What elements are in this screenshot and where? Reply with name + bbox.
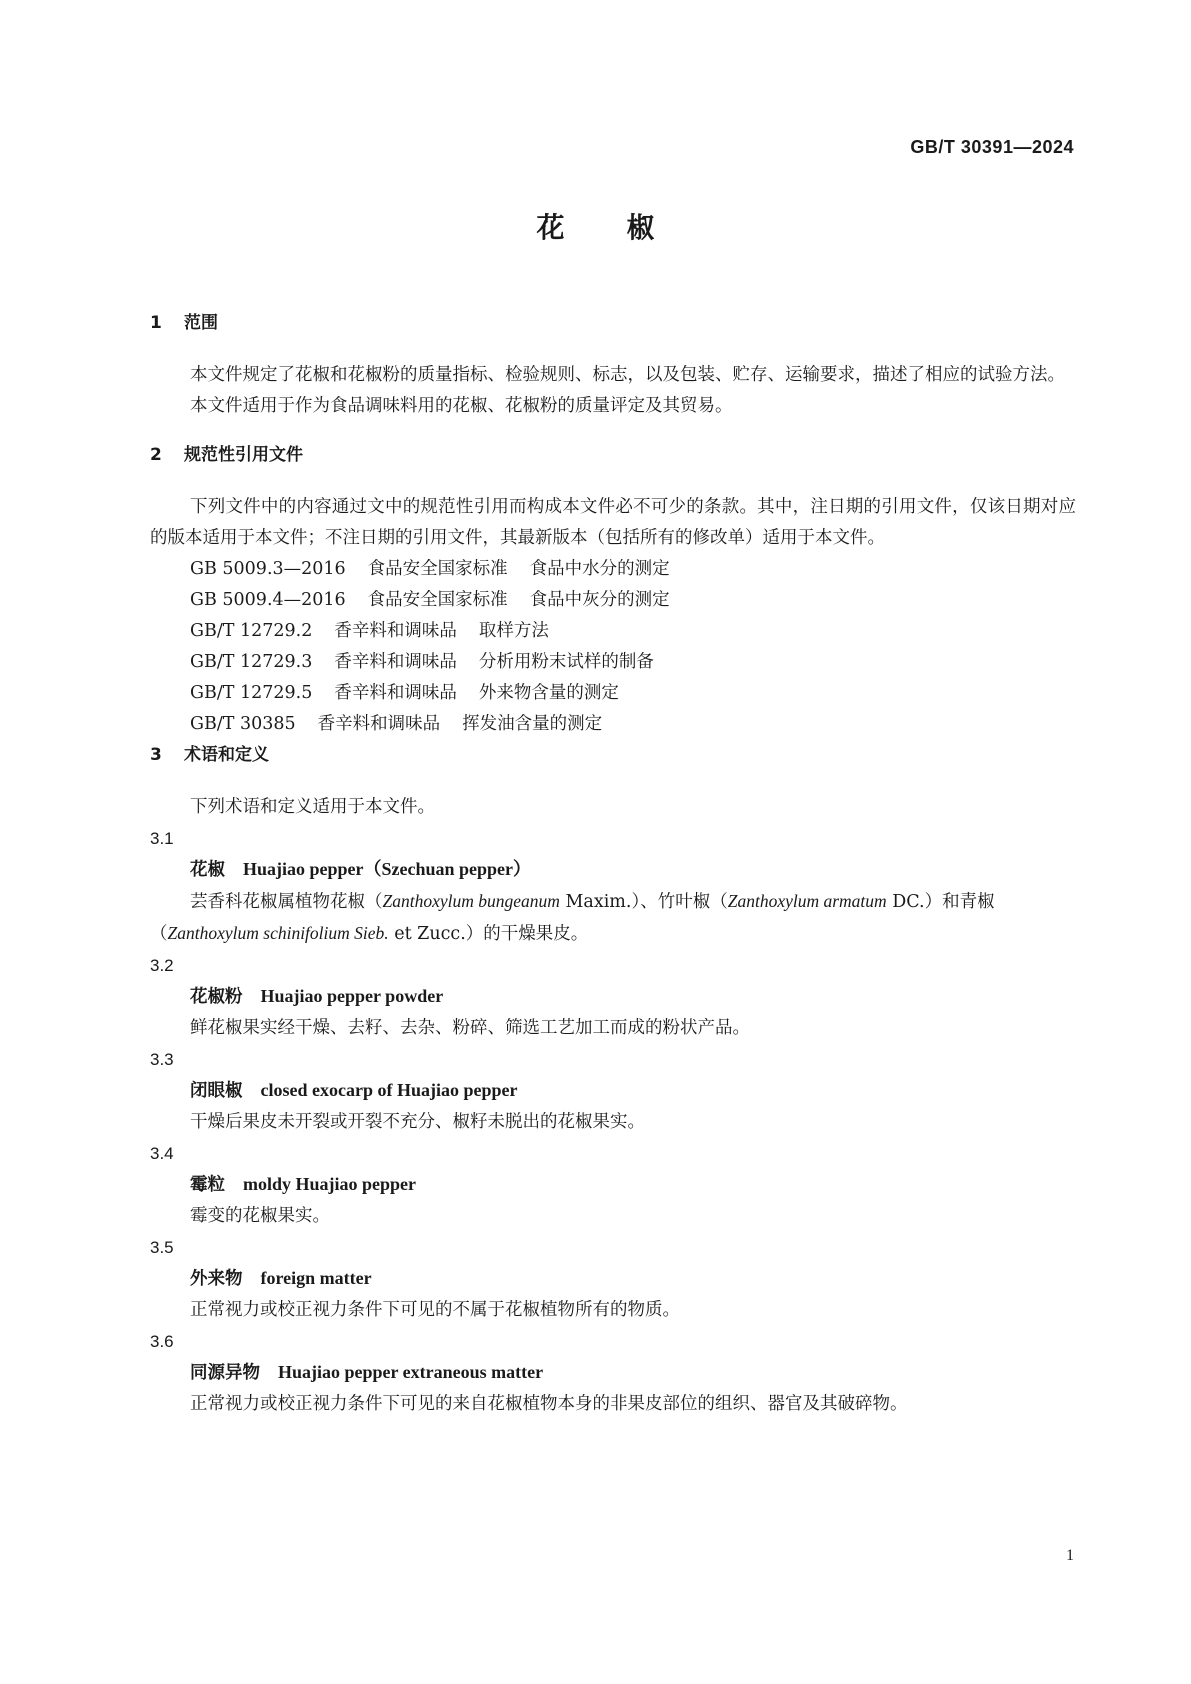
reference-list (150, 554, 1076, 740)
term-definition: 正常视力或校正视力条件下可见的不属于花椒植物所有的物质。 (190, 1300, 680, 1320)
term-definition: 正常视力或校正视力条件下可见的来自花椒植物本身的非果皮部位的组织、器官及其破碎物。 (190, 1394, 908, 1414)
term-title (150, 1263, 1076, 1295)
reference-subtitle: 挥发油含量的测定 (462, 714, 603, 734)
reference-code: GB/T 12729.5 (190, 683, 313, 703)
term-entry (150, 823, 1076, 950)
document-code: GB/T 30391—2024 (910, 137, 1074, 157)
page-number: 1 (1066, 1547, 1074, 1564)
section-number: 1 (150, 313, 162, 333)
term-english: moldy Huajiao pepper (243, 1174, 417, 1194)
document-body (150, 308, 1076, 1420)
reference-title: 食品安全国家标准 (367, 590, 508, 610)
reference-item (150, 554, 1076, 585)
reference-title: 香辛料和调味品 (334, 652, 457, 672)
term-entry (150, 1232, 1076, 1326)
reference-subtitle: 分析用粉末试样的制备 (478, 652, 654, 672)
term-entry (150, 950, 1076, 1044)
section-title: 范围 (184, 313, 218, 333)
term-title (150, 1169, 1076, 1201)
term-number: 3.2 (150, 956, 174, 975)
term-entry (150, 1138, 1076, 1232)
section-3-heading (150, 740, 1076, 770)
title-char-2: 椒 (626, 211, 655, 244)
section-title: 规范性引用文件 (184, 445, 303, 465)
term-number: 3.4 (150, 1144, 174, 1163)
title-char-1: 花 (536, 211, 565, 244)
reference-subtitle: 食品中灰分的测定 (529, 590, 670, 610)
latin-name: Zanthoxylum schinifolium Sieb. (167, 923, 389, 943)
term-entry (150, 1326, 1076, 1420)
term-english: Huajiao pepper powder (260, 986, 444, 1006)
term-number: 3.6 (150, 1332, 174, 1351)
term-english: Huajiao pepper extraneous matter (278, 1362, 544, 1382)
section-number: 3 (150, 745, 162, 765)
reference-item (150, 585, 1076, 616)
reference-code: GB/T 12729.2 (190, 621, 313, 641)
reference-title: 香辛料和调味品 (334, 683, 457, 703)
term-number: 3.5 (150, 1238, 174, 1257)
terms-intro: 下列术语和定义适用于本文件。 (190, 797, 435, 817)
section-title: 术语和定义 (184, 745, 269, 765)
term-chinese: 外来物 (190, 1269, 243, 1289)
reference-subtitle: 外来物含量的测定 (478, 683, 619, 703)
section-1-heading (150, 308, 1076, 338)
reference-title: 香辛料和调味品 (334, 621, 457, 641)
reference-item (150, 678, 1076, 709)
references-intro: 下列文件中的内容通过文中的规范性引用而构成本文件必不可少的条款。其中，注日期的引用文件，仅该日期对应的版本适用于本文件；不注日期的引用文件，其最新版本（包括所有的修改单）适用于本文件。 (150, 497, 1076, 548)
term-english: Huajiao pepper（Szechuan pepper） (243, 859, 532, 879)
term-chinese: 花椒 (190, 860, 225, 880)
reference-item (150, 616, 1076, 647)
section-2-heading (150, 440, 1076, 470)
latin-name: Zanthoxylum bungeanum (382, 891, 560, 911)
term-title (150, 1075, 1076, 1107)
reference-subtitle: 取样方法 (478, 621, 549, 641)
term-chinese: 花椒粉 (190, 987, 243, 1007)
term-title (150, 1357, 1076, 1389)
term-chinese: 霉粒 (190, 1175, 225, 1195)
scope-paragraph-2: 本文件适用于作为食品调味料用的花椒、花椒粉的质量评定及其贸易。 (190, 396, 733, 416)
term-title (150, 854, 1076, 886)
document-title (0, 206, 1191, 246)
term-chinese: 同源异物 (190, 1363, 260, 1383)
reference-item (150, 647, 1076, 678)
reference-code: GB/T 30385 (190, 714, 296, 734)
term-number: 3.1 (150, 829, 174, 848)
reference-code: GB 5009.3—2016 (190, 559, 346, 579)
term-english: foreign matter (260, 1268, 372, 1288)
term-definition: 芸香科花椒属植物花椒（Zanthoxylum bungeanum Maxim.）、竹叶椒（Zanthoxylum armatum DC.）和青椒（Zanthoxylum schinifolium Sieb. et Zucc.）的干燥果皮。 (150, 891, 995, 944)
term-definition: 霉变的花椒果实。 (190, 1206, 330, 1226)
reference-title: 香辛料和调味品 (317, 714, 441, 734)
term-definition: 干燥后果皮未开裂或开裂不充分、椒籽未脱出的花椒果实。 (190, 1112, 645, 1132)
term-entry (150, 1044, 1076, 1138)
term-chinese: 闭眼椒 (190, 1081, 243, 1101)
reference-subtitle: 食品中水分的测定 (529, 559, 670, 579)
reference-code: GB/T 12729.3 (190, 652, 313, 672)
reference-title: 食品安全国家标准 (367, 559, 508, 579)
term-definition: 鲜花椒果实经干燥、去籽、去杂、粉碎、筛选工艺加工而成的粉状产品。 (190, 1018, 750, 1038)
scope-paragraph-1: 本文件规定了花椒和花椒粉的质量指标、检验规则、标志，以及包装、贮存、运输要求，描述了相应的试验方法。 (190, 365, 1065, 385)
latin-name: Zanthoxylum armatum (727, 891, 887, 911)
term-english: closed exocarp of Huajiao pepper (260, 1080, 518, 1100)
section-number: 2 (150, 445, 162, 465)
reference-code: GB 5009.4—2016 (190, 590, 346, 610)
term-number: 3.3 (150, 1050, 174, 1069)
term-title (150, 981, 1076, 1013)
reference-item (150, 709, 1076, 740)
